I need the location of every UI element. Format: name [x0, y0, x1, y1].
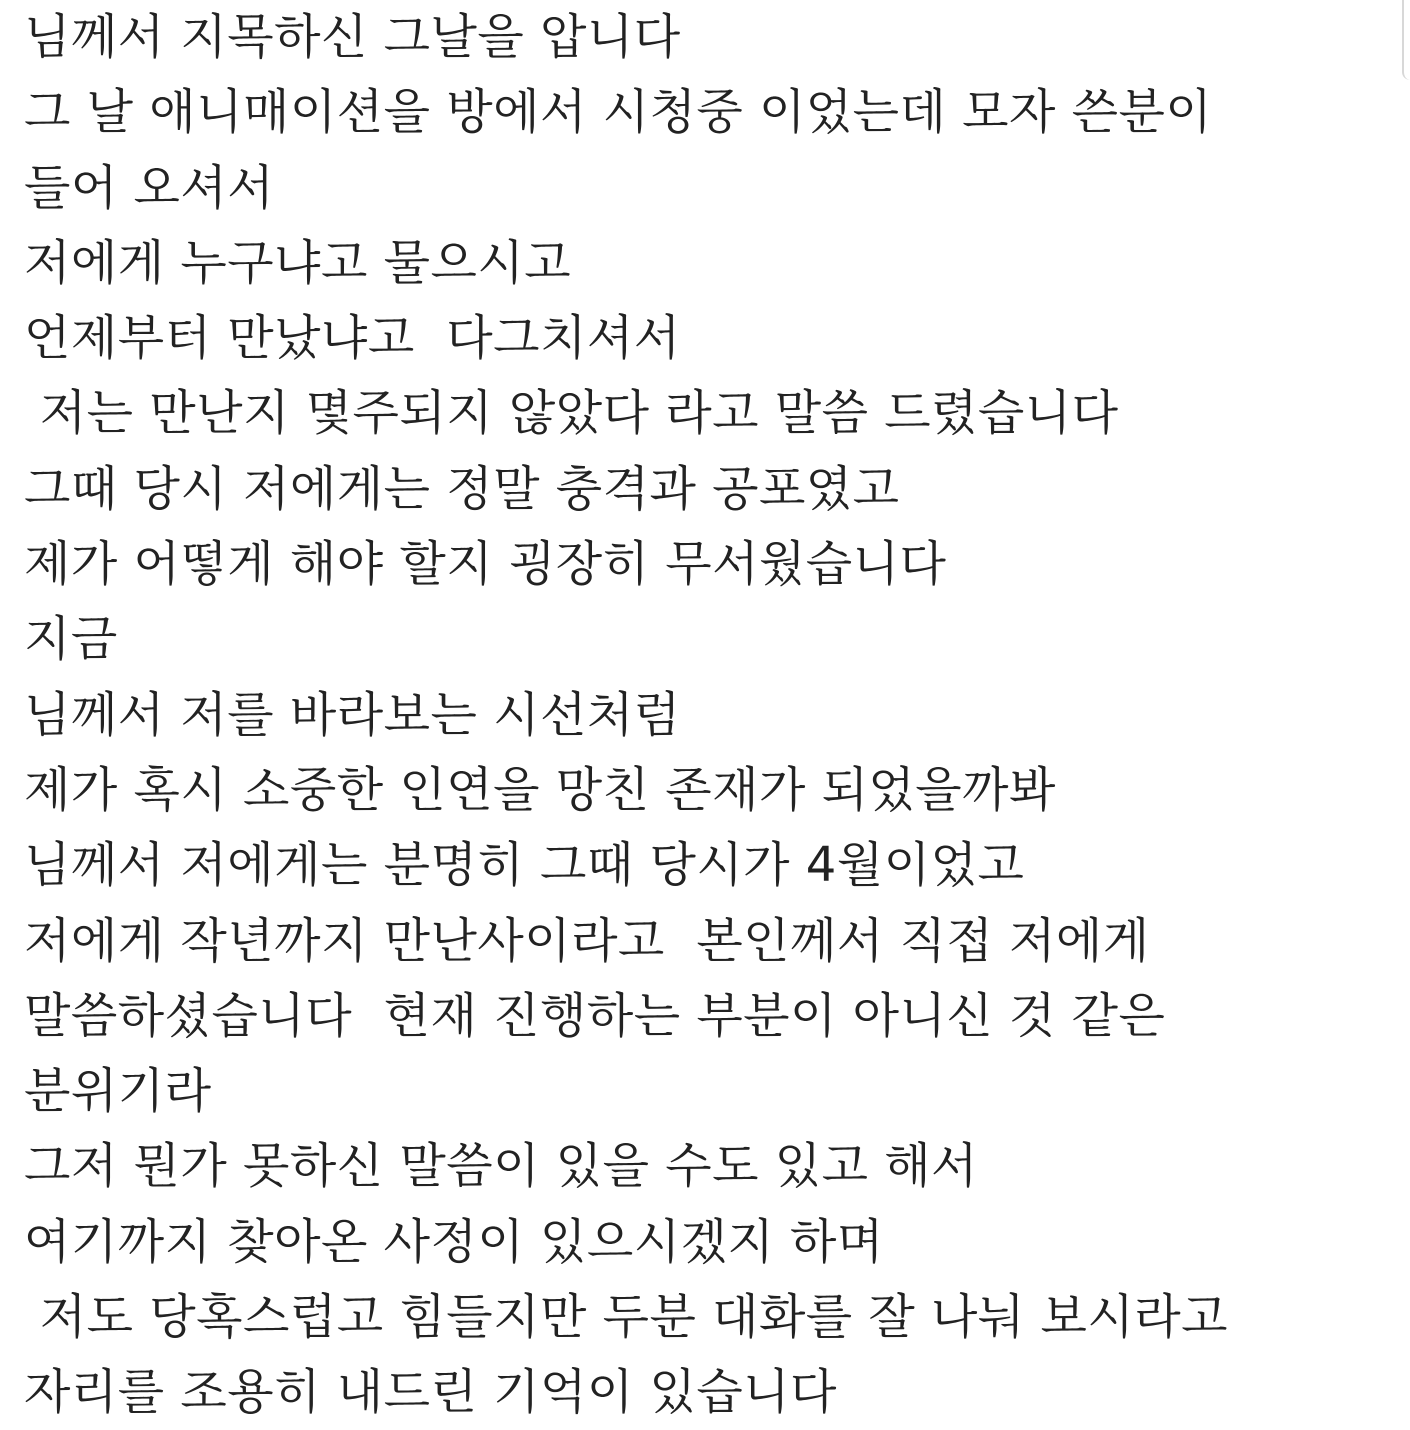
text-line: 저도 당혹스럽고 힘들지만 두분 대화를 잘 나눠 보시라고	[24, 1289, 1229, 1346]
text-line: 그때 당시 저에게는 정말 충격과 공포였고	[24, 460, 900, 517]
text-line: 언제부터 만났냐고 다그치셔서	[24, 310, 681, 367]
text-line: 자리를 조용히 내드린 기억이 있습니다	[24, 1364, 837, 1421]
text-line: 그 날 애니매이션을 방에서 시청중 이었는데 모자 쓴분이	[24, 84, 1213, 141]
text-line: 말씀하셨습니다 현재 진행하는 부분이 아니신 것 같은	[24, 987, 1166, 1044]
text-line: 제가 어떻게 해야 할지 굉장히 무서웠습니다	[24, 536, 947, 593]
text-line: 님께서 지목하신 그날을 압니다	[24, 9, 681, 65]
text-line: 님께서 저에게는 분명히 그때 당시가 4월이었고	[24, 837, 1025, 894]
text-line: 여기까지 찾아온 사정이 있으시겠지 하며	[24, 1213, 884, 1270]
text-line: 그저 뭔가 못하신 말씀이 있을 수도 있고 해서	[24, 1138, 978, 1195]
text-line: 님께서 저를 바라보는 시선처럼	[24, 686, 681, 743]
text-line: 들어 오셔서	[24, 159, 275, 216]
text-line: 저는 만난지 몇주되지 않았다 라고 말씀 드렸습니다	[24, 385, 1119, 442]
text-line: 저에게 작년까지 만난사이라고 본인께서 직접 저에게	[24, 912, 1150, 969]
scroll-edge	[1402, 0, 1410, 80]
text-line: 저에게 누구냐고 물으시고	[24, 234, 572, 291]
text-line: 지금	[24, 611, 118, 668]
post-text	[24, 0, 1384, 1430]
text-line: 제가 혹시 소중한 인연을 망친 존재가 되었을까봐	[24, 761, 1056, 818]
text-line: 분위기라	[24, 1063, 212, 1120]
